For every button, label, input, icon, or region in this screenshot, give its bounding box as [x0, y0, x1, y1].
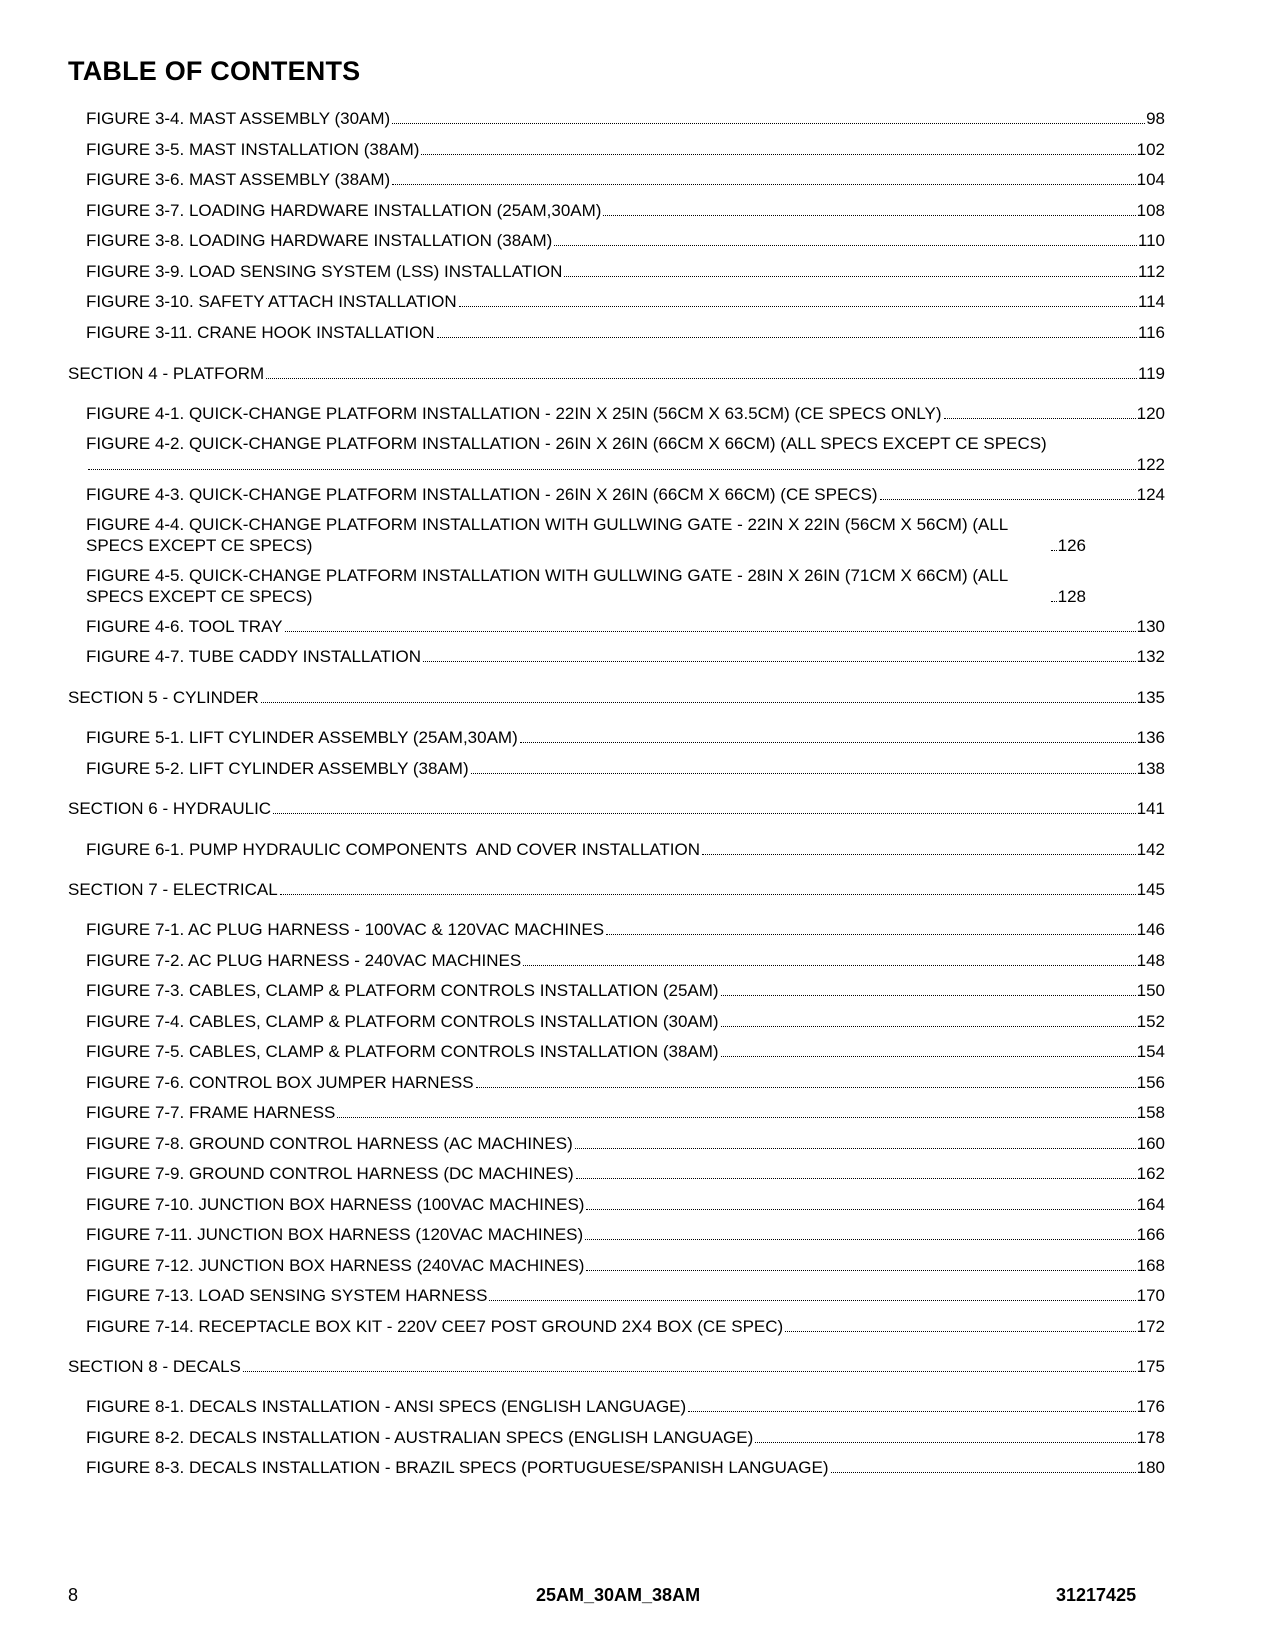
toc-entry-page: 160 [1136, 1134, 1165, 1153]
toc-entry-figure-7-7[interactable] [86, 1102, 1165, 1123]
toc-entry-figure-6-1[interactable] [86, 839, 1165, 860]
dot-leader [603, 200, 1135, 221]
toc-entry-label: FIGURE 7-12. JUNCTION BOX HARNESS (240VAC MACHINES) [86, 1256, 585, 1275]
toc-entry-label: FIGURE 7-4. CABLES, CLAMP & PLATFORM CONTROLS INSTALLATION (30AM) [86, 1012, 719, 1031]
toc-entry-figure-5-2[interactable] [86, 758, 1165, 779]
toc-entry-figure-7-6[interactable] [86, 1072, 1165, 1093]
toc-entry-figure-4-3[interactable] [86, 484, 1165, 505]
toc-entry-page: 119 [1137, 364, 1165, 383]
toc-entry-page: 128 [1057, 587, 1086, 606]
toc-entry-page: 142 [1136, 840, 1165, 859]
toc-entry-page: 122 [1136, 455, 1165, 474]
dot-leader [575, 1133, 1136, 1154]
dot-leader [476, 1072, 1136, 1093]
toc-entry-label: SECTION 4 - PLATFORM [68, 364, 265, 383]
toc-entry-figure-3-11[interactable] [86, 322, 1165, 343]
toc-entry-page: 180 [1136, 1458, 1165, 1477]
dot-leader [585, 1224, 1135, 1245]
toc-entry-label: SECTION 5 - CYLINDER [68, 688, 259, 707]
toc-entry-label: FIGURE 7-3. CABLES, CLAMP & PLATFORM CONTROLS INSTALLATION (25AM) [86, 981, 719, 1000]
toc-entry-page: 162 [1136, 1164, 1165, 1183]
dot-leader [785, 1316, 1135, 1337]
dot-leader [261, 687, 1136, 708]
toc-entry-label: FIGURE 7-8. GROUND CONTROL HARNESS (AC MACHINES) [86, 1134, 573, 1153]
toc-entry-label: FIGURE 3-7. LOADING HARDWARE INSTALLATION (25AM,30AM) [86, 201, 602, 220]
toc-entry-page: 136 [1136, 728, 1165, 747]
dot-leader [280, 879, 1136, 900]
toc-entry-figure-4-6[interactable] [86, 616, 1165, 637]
toc-entry-page: 152 [1136, 1012, 1165, 1031]
dot-leader [721, 1011, 1136, 1032]
footer-model: 25AM_30AM_38AM [536, 1585, 701, 1605]
toc-entry-label: FIGURE 4-3. QUICK-CHANGE PLATFORM INSTALLATION - 26IN X 26IN (66CM X 66CM) (CE SPECS) [86, 485, 878, 504]
toc-entry-label: FIGURE 3-6. MAST ASSEMBLY (38AM) [86, 170, 391, 189]
toc-entry-page: 104 [1136, 170, 1165, 189]
toc-entry-page: 150 [1136, 981, 1165, 1000]
toc-entry-label: FIGURE 3-11. CRANE HOOK INSTALLATION [86, 323, 435, 342]
dot-leader [586, 1194, 1135, 1215]
dot-leader [831, 1457, 1136, 1478]
toc-entry-figure-7-3[interactable] [86, 980, 1165, 1001]
toc-entry-page: 156 [1136, 1073, 1165, 1092]
toc-entry-page: 178 [1136, 1428, 1165, 1447]
toc-entry-page: 158 [1136, 1103, 1165, 1122]
toc-entry-figure-8-3[interactable] [86, 1457, 1165, 1478]
dot-leader [285, 616, 1136, 637]
dot-leader [755, 1427, 1135, 1448]
toc-entry-label: FIGURE 4-6. TOOL TRAY [86, 617, 283, 636]
toc-entry-page: 112 [1137, 262, 1165, 281]
toc-entry-figure-3-4[interactable] [86, 108, 1165, 129]
toc-entry-label: FIGURE 3-8. LOADING HARDWARE INSTALLATION (38AM) [86, 231, 553, 250]
toc-entry-figure-7-5[interactable] [86, 1041, 1165, 1062]
dot-leader [459, 291, 1137, 312]
footer-page-number: 8 [68, 1585, 79, 1605]
toc-entry-label: FIGURE 3-5. MAST INSTALLATION (38AM) [86, 140, 420, 159]
toc-entry-figure-4-1[interactable] [86, 403, 1165, 424]
toc-entry-figure-3-8[interactable] [86, 230, 1165, 251]
toc-entry-page: 166 [1136, 1225, 1165, 1244]
toc-entry-page: 124 [1136, 485, 1165, 504]
dot-leader [688, 1396, 1135, 1417]
toc-entry-section-6[interactable] [68, 798, 1165, 819]
toc-entry-page: 141 [1136, 799, 1165, 818]
dot-leader [243, 1356, 1136, 1377]
toc-entry-section-7[interactable] [68, 879, 1165, 900]
dot-leader [489, 1285, 1135, 1306]
dot-leader [1051, 535, 1057, 556]
toc-entry-figure-4-4[interactable] [86, 514, 1086, 556]
dot-leader [520, 727, 1136, 748]
toc-entry-label: FIGURE 7-6. CONTROL BOX JUMPER HARNESS [86, 1073, 474, 1092]
dot-leader [392, 169, 1135, 190]
toc-entry-figure-7-1[interactable] [86, 919, 1165, 940]
dot-leader [423, 646, 1136, 667]
toc-entry-label: FIGURE 4-1. QUICK-CHANGE PLATFORM INSTALLATION - 22IN X 25IN (56CM X 63.5CM) (CE SPECS ONLY) [86, 404, 942, 423]
dot-leader [564, 261, 1136, 282]
toc-entry-label: FIGURE 5-1. LIFT CYLINDER ASSEMBLY (25AM,30AM) [86, 728, 518, 747]
dot-leader [721, 1041, 1136, 1062]
toc-entry-page: 138 [1136, 759, 1165, 778]
dot-leader [273, 798, 1136, 819]
toc-entry-figure-3-5[interactable] [86, 139, 1165, 160]
toc-entry-figure-7-8[interactable] [86, 1133, 1165, 1154]
dot-leader [944, 403, 1136, 424]
toc-entry-label: SECTION 8 - DECALS [68, 1357, 241, 1376]
dot-leader [702, 839, 1136, 860]
toc-entry-label: FIGURE 7-7. FRAME HARNESS [86, 1103, 336, 1122]
toc-entry-figure-7-11[interactable] [86, 1224, 1165, 1245]
toc-entry-page: 98 [1146, 109, 1165, 128]
toc-entry-figure-4-2[interactable] [86, 433, 1165, 475]
toc-entry-label: FIGURE 5-2. LIFT CYLINDER ASSEMBLY (38AM) [86, 759, 469, 778]
dot-leader [586, 1255, 1135, 1276]
toc-entry-page: 102 [1136, 140, 1165, 159]
toc-entry-page: 108 [1136, 201, 1165, 220]
dot-leader [266, 363, 1137, 384]
toc-entry-figure-7-13[interactable] [86, 1285, 1165, 1306]
toc-entry-figure-3-9[interactable] [86, 261, 1165, 282]
toc-entry-page: 126 [1057, 536, 1086, 555]
toc-entry-section-4[interactable] [68, 363, 1165, 384]
toc-entry-label: FIGURE 3-9. LOAD SENSING SYSTEM (LSS) INSTALLATION [86, 262, 563, 281]
toc-entry-figure-8-2[interactable] [86, 1427, 1165, 1448]
dot-leader [523, 950, 1135, 971]
toc-entry-page: 164 [1136, 1195, 1165, 1214]
toc-entry-page: 110 [1137, 231, 1165, 250]
toc-entry-section-5[interactable] [68, 687, 1165, 708]
toc-entry-page: 148 [1136, 951, 1165, 970]
toc-entry-label: SECTION 7 - ELECTRICAL [68, 880, 278, 899]
toc-entry-page: 120 [1136, 404, 1165, 423]
toc-entry-page: 176 [1136, 1397, 1165, 1416]
toc-entry-figure-4-7[interactable] [86, 646, 1165, 667]
toc-entry-label: FIGURE 7-5. CABLES, CLAMP & PLATFORM CONTROLS INSTALLATION (38AM) [86, 1042, 719, 1061]
footer-document-number: 31217425 [1056, 1585, 1137, 1605]
toc-entry-page: 130 [1136, 617, 1165, 636]
toc-entry-label: SECTION 6 - HYDRAULIC [68, 799, 272, 818]
toc-entry-page: 154 [1136, 1042, 1165, 1061]
toc-entry-label: FIGURE 8-3. DECALS INSTALLATION - BRAZIL SPECS (PORTUGUESE/SPANISH LANGUAGE) [86, 1458, 829, 1477]
toc-entry-label: FIGURE 7-10. JUNCTION BOX HARNESS (100VAC MACHINES) [86, 1195, 585, 1214]
toc-entry-figure-5-1[interactable] [86, 727, 1165, 748]
dot-leader [606, 919, 1136, 940]
toc-entry-page: 132 [1136, 647, 1165, 666]
dot-leader [88, 454, 1136, 475]
toc-entry-figure-7-14[interactable] [86, 1316, 1165, 1337]
toc-entry-page: 114 [1137, 292, 1165, 311]
toc-entry-label: FIGURE 4-2. QUICK-CHANGE PLATFORM INSTALLATION - 26IN X 26IN (66CM X 66CM) (ALL SPECS EXCEPT CE SPECS) [86, 434, 1047, 453]
toc-entry-figure-3-6[interactable] [86, 169, 1165, 190]
toc-entry-page: 172 [1136, 1317, 1165, 1336]
toc-entry-page: 116 [1137, 323, 1165, 342]
toc-entry-label: FIGURE 7-1. AC PLUG HARNESS - 100VAC & 120VAC MACHINES [86, 920, 605, 939]
toc-entry-page: 175 [1136, 1357, 1165, 1376]
toc-entry-label: FIGURE 4-5. QUICK-CHANGE PLATFORM INSTALLATION WITH GULLWING GATE - 28IN X 26IN (71CM X 66CM) (ALL SPECS EXCEPT CE SPECS) [86, 566, 1008, 606]
dot-leader [437, 322, 1137, 343]
toc-entry-figure-7-12[interactable] [86, 1255, 1165, 1276]
toc-entry-page: 170 [1136, 1286, 1165, 1305]
toc-entry-figure-3-7[interactable] [86, 200, 1165, 221]
toc-entry-label: FIGURE 3-4. MAST ASSEMBLY (30AM) [86, 109, 391, 128]
toc-entry-page: 168 [1136, 1256, 1165, 1275]
toc-entry-label: FIGURE 7-11. JUNCTION BOX HARNESS (120VAC MACHINES) [86, 1225, 584, 1244]
dot-leader [421, 139, 1135, 160]
toc-entry-label: FIGURE 7-2. AC PLUG HARNESS - 240VAC MACHINES [86, 951, 522, 970]
toc-entry-figure-4-5[interactable] [86, 565, 1086, 607]
toc-entry-page: 146 [1136, 920, 1165, 939]
toc-entry-label: FIGURE 4-4. QUICK-CHANGE PLATFORM INSTALLATION WITH GULLWING GATE - 22IN X 22IN (56CM X 56CM) (ALL SPECS EXCEPT CE SPECS) [86, 515, 1008, 555]
toc-entry-figure-7-9[interactable] [86, 1163, 1165, 1184]
toc-entry-label: FIGURE 8-1. DECALS INSTALLATION - ANSI SPECS (ENGLISH LANGUAGE) [86, 1397, 687, 1416]
dot-leader [471, 758, 1136, 779]
dot-leader [880, 484, 1136, 505]
toc-entry-figure-8-1[interactable] [86, 1396, 1165, 1417]
dot-leader [392, 108, 1145, 129]
toc-entry-label: FIGURE 8-2. DECALS INSTALLATION - AUSTRALIAN SPECS (ENGLISH LANGUAGE) [86, 1428, 754, 1447]
toc-entry-page: 135 [1136, 688, 1165, 707]
toc-entry-figure-7-10[interactable] [86, 1194, 1165, 1215]
dot-leader [576, 1163, 1136, 1184]
toc-entry-label: FIGURE 4-7. TUBE CADDY INSTALLATION [86, 647, 422, 666]
toc-entry-label: FIGURE 6-1. PUMP HYDRAULIC COMPONENTS AND COVER INSTALLATION [86, 840, 700, 859]
toc-entry-section-8[interactable] [68, 1356, 1165, 1377]
toc-entry-label: FIGURE 7-13. LOAD SENSING SYSTEM HARNESS [86, 1286, 488, 1305]
toc-entry-figure-7-2[interactable] [86, 950, 1165, 971]
toc-entry-label: FIGURE 3-10. SAFETY ATTACH INSTALLATION [86, 292, 457, 311]
toc-entry-page: 145 [1136, 880, 1165, 899]
dot-leader [554, 230, 1137, 251]
toc-entry-label: FIGURE 7-14. RECEPTACLE BOX KIT - 220V CEE7 POST GROUND 2X4 BOX (CE SPEC) [86, 1317, 784, 1336]
toc-entry-figure-7-4[interactable] [86, 1011, 1165, 1032]
dot-leader [337, 1102, 1135, 1123]
toc-entry-figure-3-10[interactable] [86, 291, 1165, 312]
dot-leader [721, 980, 1136, 1001]
toc-entry-label: FIGURE 7-9. GROUND CONTROL HARNESS (DC MACHINES) [86, 1164, 574, 1183]
page-title: TABLE OF CONTENTS [68, 56, 361, 86]
dot-leader [1051, 586, 1057, 607]
